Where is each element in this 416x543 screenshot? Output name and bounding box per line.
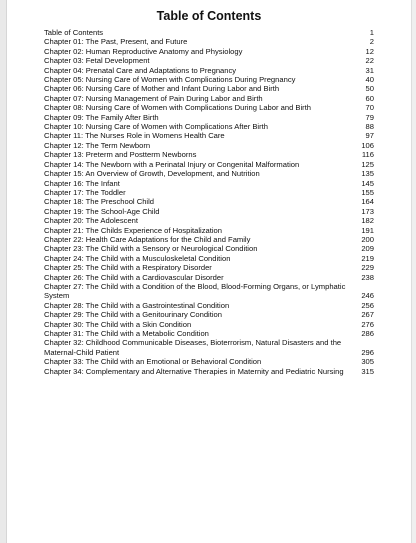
toc-entry[interactable] xyxy=(44,56,374,65)
toc-entry-page-number: 173 xyxy=(361,206,374,216)
toc-entry-label: Chapter 32: Childhood Communicable Diseases, Bioterrorism, Natural Disasters and the Maternal-Child Patient xyxy=(44,338,342,357)
toc-entry-page-number: 145 xyxy=(361,178,374,188)
document-page xyxy=(44,6,374,376)
toc-entry[interactable] xyxy=(44,357,374,366)
toc-entry-page-number: 116 xyxy=(361,150,374,160)
toc-entry[interactable] xyxy=(44,103,374,112)
toc-entry-page-number: 286 xyxy=(361,329,374,338)
toc-entry-label: Chapter 20: The Adolescent xyxy=(44,216,139,226)
toc-entry[interactable] xyxy=(44,235,374,244)
toc-entry-label: Chapter 18: The Preschool Child xyxy=(44,197,155,207)
toc-entry-page-number: 1 xyxy=(369,28,374,37)
toc-entry-page-number: 50 xyxy=(365,84,374,94)
toc-entry[interactable] xyxy=(44,169,374,178)
toc-entry-label: Chapter 10: Nursing Care of Women with Complications After Birth xyxy=(44,122,268,132)
toc-entry[interactable] xyxy=(44,329,374,338)
toc-entry-page-number: 40 xyxy=(365,75,374,85)
toc-entry-page-number: 164 xyxy=(361,197,374,207)
left-window-edge xyxy=(0,0,7,543)
toc-entry[interactable] xyxy=(44,207,374,216)
toc-entry[interactable] xyxy=(44,84,374,93)
toc-entry-page-number: 97 xyxy=(365,131,374,141)
toc-entry[interactable] xyxy=(44,150,374,159)
toc-entry[interactable] xyxy=(44,282,374,301)
toc-entry-page-number: 315 xyxy=(361,366,374,376)
toc-entry-page-number: 12 xyxy=(365,46,374,56)
toc-entry-label: Chapter 13: Preterm and Postterm Newborns xyxy=(44,150,197,160)
toc-entry-label: Chapter 23: The Child with a Sensory or Neurological Condition xyxy=(44,244,258,254)
toc-entry-page-number: 79 xyxy=(365,112,374,122)
toc-entry[interactable] xyxy=(44,310,374,319)
toc-entry[interactable] xyxy=(44,226,374,235)
toc-entry-page-number: 256 xyxy=(361,300,374,310)
toc-list xyxy=(44,28,374,376)
toc-entry[interactable] xyxy=(44,197,374,206)
toc-entry[interactable] xyxy=(44,338,374,357)
toc-entry[interactable] xyxy=(44,122,374,131)
toc-entry-page-number: 22 xyxy=(365,56,374,66)
toc-entry-label: Chapter 34: Complementary and Alternative Therapies in Maternity and Pediatric Nursing xyxy=(44,366,344,376)
toc-entry[interactable] xyxy=(44,28,374,37)
toc-entry-page-number: 155 xyxy=(361,187,374,197)
toc-entry-page-number: 305 xyxy=(361,357,374,367)
toc-entry-label: Chapter 11: The Nurses Role in Womens Health Care xyxy=(44,131,225,141)
toc-entry-label: Chapter 21: The Childs Experience of Hospitalization xyxy=(44,225,222,235)
toc-entry[interactable] xyxy=(44,113,374,122)
toc-entry-page-number: 200 xyxy=(361,234,374,244)
right-window-edge xyxy=(411,0,416,543)
toc-entry-label: Chapter 06: Nursing Care of Mother and Infant During Labor and Birth xyxy=(44,84,280,94)
toc-entry[interactable] xyxy=(44,179,374,188)
toc-entry-label: Chapter 22: Health Care Adaptations for the Child and Family xyxy=(44,234,251,244)
toc-entry[interactable] xyxy=(44,47,374,56)
toc-entry-label: Chapter 09: The Family After Birth xyxy=(44,112,159,122)
toc-entry[interactable] xyxy=(44,273,374,282)
toc-entry[interactable] xyxy=(44,216,374,225)
toc-entry-page-number: 229 xyxy=(361,263,374,273)
toc-entry[interactable] xyxy=(44,94,374,103)
toc-entry-label: Chapter 03: Fetal Development xyxy=(44,56,150,66)
toc-entry-label: Chapter 26: The Child with a Cardiovascular Disorder xyxy=(44,272,224,282)
toc-entry-label: Chapter 25: The Child with a Respiratory Disorder xyxy=(44,263,212,273)
toc-entry[interactable] xyxy=(44,254,374,263)
toc-entry-label: Chapter 30: The Child with a Skin Condition xyxy=(44,319,192,329)
toc-entry[interactable] xyxy=(44,244,374,253)
toc-entry[interactable] xyxy=(44,37,374,46)
toc-entry-label: Chapter 24: The Child with a Musculoskeletal Condition xyxy=(44,253,231,263)
toc-entry[interactable] xyxy=(44,367,374,376)
toc-entry-page-number: 276 xyxy=(361,319,374,329)
toc-entry[interactable] xyxy=(44,188,374,197)
toc-entry[interactable] xyxy=(44,301,374,310)
toc-entry-label: Chapter 05: Nursing Care of Women with Complications During Pregnancy xyxy=(44,75,296,85)
toc-entry-page-number: 267 xyxy=(361,310,374,320)
toc-entry[interactable] xyxy=(44,66,374,75)
toc-entry-label: Chapter 27: The Child with a Condition of the Blood, Blood-Forming Organs, or Lymphatic System xyxy=(44,281,346,301)
toc-entry-page-number: 182 xyxy=(361,216,374,226)
toc-entry[interactable] xyxy=(44,263,374,272)
toc-entry-label: Chapter 19: The School-Age Child xyxy=(44,206,160,216)
toc-entry-page-number: 2 xyxy=(369,37,374,47)
toc-entry-page-number: 60 xyxy=(365,93,374,103)
toc-entry-label: Chapter 16: The Infant xyxy=(44,178,120,188)
toc-entry-label: Chapter 08: Nursing Care of Women with Complications During Labor and Birth xyxy=(44,103,312,113)
toc-entry-label: Chapter 14: The Newborn with a Perinatal Injury or Congenital Malformation xyxy=(44,159,300,169)
toc-entry[interactable] xyxy=(44,160,374,169)
toc-entry-label: Chapter 31: The Child with a Metabolic Condition xyxy=(44,329,209,338)
toc-entry[interactable] xyxy=(44,75,374,84)
toc-entry-page-number: 219 xyxy=(361,253,374,263)
toc-entry-label: Chapter 04: Prenatal Care and Adaptations to Pregnancy xyxy=(44,65,237,75)
toc-entry-page-number: 31 xyxy=(365,65,374,75)
toc-entry-page-number: 209 xyxy=(361,244,374,254)
toc-entry-label: Chapter 02: Human Reproductive Anatomy and Physiology xyxy=(44,46,243,56)
toc-entry-label: Chapter 15: An Overview of Growth, Development, and Nutrition xyxy=(44,169,260,179)
toc-entry-label: Chapter 29: The Child with a Genitourinary Condition xyxy=(44,310,222,320)
toc-entry-page-number: 246 xyxy=(361,291,374,301)
page-title: Table of Contents xyxy=(156,9,262,23)
toc-entry-label: Chapter 17: The Toddler xyxy=(44,187,126,197)
toc-entry-label: Chapter 07: Nursing Management of Pain During Labor and Birth xyxy=(44,93,263,103)
toc-entry[interactable] xyxy=(44,131,374,140)
toc-entry-label: Table of Contents xyxy=(44,28,104,37)
toc-entry[interactable] xyxy=(44,320,374,329)
toc-entry-page-number: 296 xyxy=(361,347,374,357)
toc-entry-page-number: 88 xyxy=(365,122,374,132)
toc-entry-page-number: 191 xyxy=(361,225,374,235)
toc-entry[interactable] xyxy=(44,141,374,150)
toc-entry-label: Chapter 01: The Past, Present, and Future xyxy=(44,37,188,47)
toc-entry-page-number: 106 xyxy=(361,140,374,150)
toc-entry-page-number: 125 xyxy=(361,159,374,169)
toc-entry-page-number: 135 xyxy=(361,169,374,179)
toc-entry-label: Chapter 12: The Term Newborn xyxy=(44,140,151,150)
toc-entry-label: Chapter 33: The Child with an Emotional or Behavioral Condition xyxy=(44,357,262,367)
toc-entry-page-number: 70 xyxy=(365,103,374,113)
toc-entry-page-number: 238 xyxy=(361,272,374,282)
toc-entry-label: Chapter 28: The Child with a Gastrointestinal Condition xyxy=(44,300,230,310)
